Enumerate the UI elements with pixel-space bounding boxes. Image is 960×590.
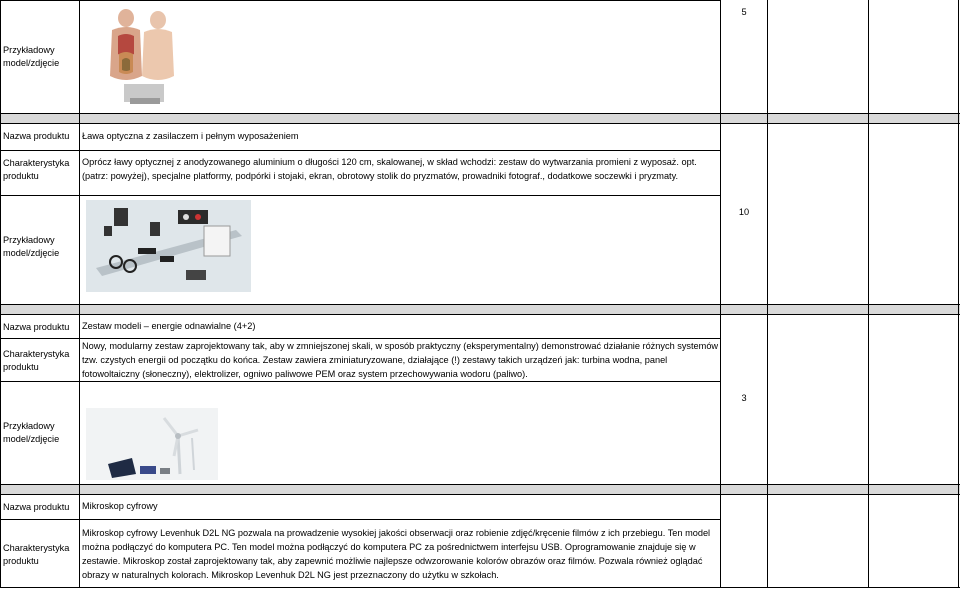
quantity: 3 [741, 393, 747, 403]
description-line: tzw. czystych energii od początku do końca. Zestaw zawiera zminiaturyzowane, działające (!) zestawy takich urządzeń jak: turbina wodna, panel [82, 355, 668, 365]
product-name: Ława optyczna z zasilaczem i pełnym wyposażeniem [82, 131, 299, 141]
renewable-energy-kit-photo [86, 408, 218, 480]
description-line: Mikroskop cyfrowy Levenhuk D2L NG pozwala na prowadzenie wysokiej jakości obserwacji oraz robienie zdjęć/kręcenie filmów z ich przebiegu. Ten model [82, 528, 711, 538]
product-name-label: Nazwa produktu [3, 131, 70, 141]
product-name: Mikroskop cyfrowy [82, 501, 158, 511]
characteristics-label: Charakterystyka produktu [3, 349, 70, 372]
description-line: zestawie. Mikroskop został zaprojektowany tak, aby zapewnić możliwie najlepsze odwzorowanie kolorów obrazów oraz filmów. Pozwala również oglądać [82, 556, 703, 566]
separator-band [0, 113, 960, 123]
description-line: fotowoltaiczny (słoneczny), elektrolizer, ogniwo paliwowe PEM oraz system przechowywania wodoru (paliwo). [82, 369, 528, 379]
description-line: (patrz: powyżej), specjalne platformy, podpórki i stojaki, ekran, obrotowy stolik do pryzmatów, prowadniki fotograf., dodatkowe soczewki i pryzmaty. [82, 171, 679, 181]
description-line: Nowy, modularny zestaw zaprojektowany tak, aby w zmniejszonej skali, w sposób praktyczny (eksperymentalny) demonstrować działanie różnych systemów [82, 341, 719, 351]
description-line: obrazy w naturalnych kolorach. Mikroskop Levenhuk D2L NG jest przeznaczony do użytku w szkołach. [82, 570, 499, 580]
separator-band [0, 304, 960, 314]
characteristics-label: Charakterystyka produktu [3, 158, 70, 181]
separator-band [0, 484, 960, 494]
description-line: Oprócz ławy optycznej z anodyzowanego aluminium o długości 120 cm, skalowanej, w skład wchodzi: zestaw do wytwarzania promieni z wyposaż. opt. [82, 157, 697, 167]
characteristics-label: Charakterystyka produktu [3, 543, 70, 566]
photo-label: Przykładowy model/zdjęcie [3, 235, 60, 258]
product-name: Zestaw modeli – energie odnawialne (4+2) [82, 321, 256, 331]
torso-model-photo [100, 6, 185, 108]
photo-label: Przykładowy model/zdjęcie [3, 45, 60, 68]
product-name-label: Nazwa produktu [3, 502, 70, 512]
quantity: 5 [741, 7, 747, 17]
description-line: można podłączyć do komputera PC. Ten model można podłączyć do komputera PC za pośrednictwem interfejsu USB. Oprogramowanie znajduje się w [82, 542, 696, 552]
product-name-label: Nazwa produktu [3, 322, 70, 332]
photo-label: Przykładowy model/zdjęcie [3, 421, 60, 444]
optical-bench-photo [86, 200, 251, 292]
quantity: 10 [738, 207, 750, 217]
